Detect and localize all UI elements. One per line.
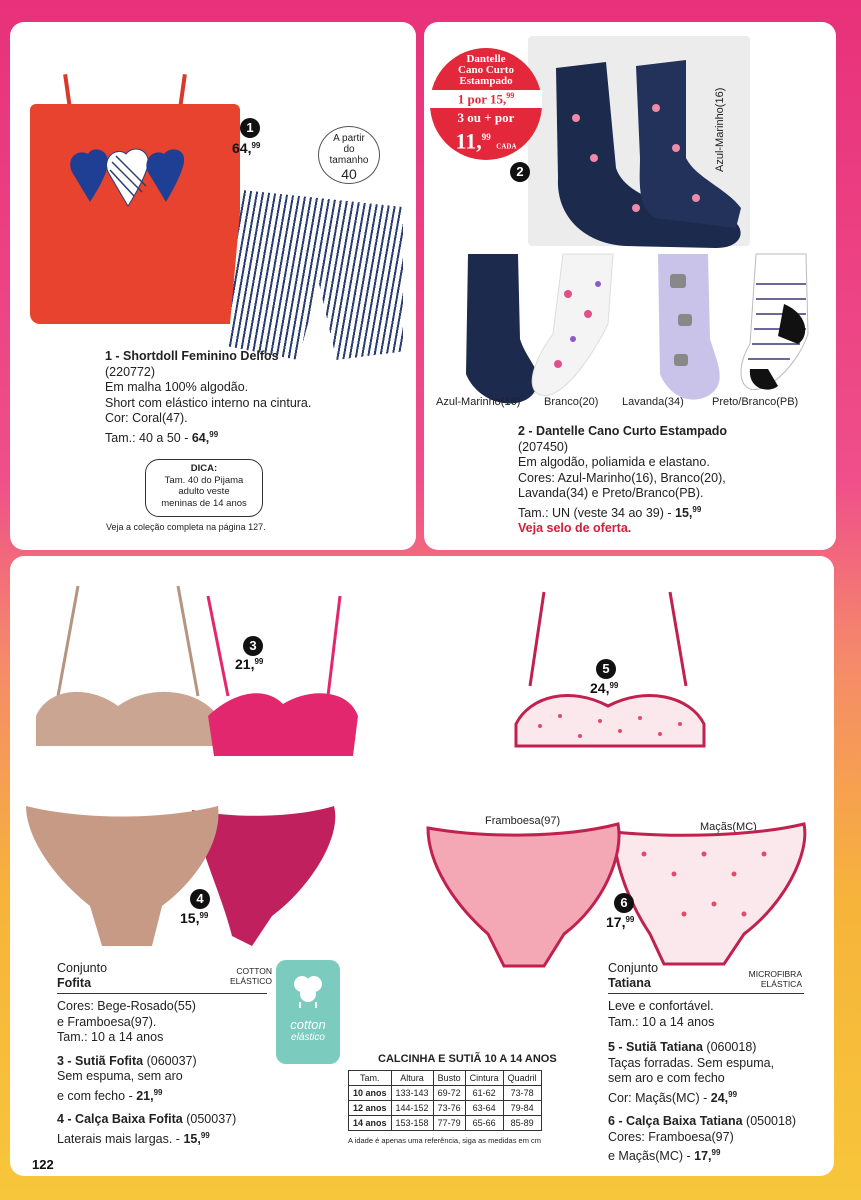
color-label: Lavanda(34): [622, 396, 684, 408]
item-number-badge: 6: [614, 893, 634, 913]
fofita-name: Fofita: [57, 976, 92, 990]
table-row: 12 anos 144-152 73-76 63-64 79-84: [349, 1101, 542, 1116]
product-description: 2 - Dantelle Cano Curto Estampado (207450) Em algodão, poliamida e elastano. Cores: Azul-Marinho(16), Branco(20), Lavanda(34) e Preto/Branco(PB). Tam.: UN (veste 34 ao 39) - 15,99 Veja selo de oferta.: [518, 424, 728, 536]
fofita-bras-image: [28, 576, 368, 766]
sock-navy: [466, 254, 538, 404]
striped-shorts-image: [228, 190, 403, 360]
shortdoll-panel: [10, 22, 416, 550]
fofita-fabric-tag: COTTON ELÁSTICO: [230, 966, 273, 986]
tank-body: [30, 104, 240, 324]
item-price: 21,99: [235, 656, 264, 672]
size-table-header: [349, 1071, 542, 1086]
color-label: Maçãs(MC): [700, 821, 757, 833]
product-description: 1 - Shortdoll Feminino Delfos (220772) Em malha 100% algodão. Short com elástico interno na cintura. Cor: Coral(47). Tam.: 40 a 50 - 64,99: [105, 349, 312, 445]
item-number-badge: 4: [190, 889, 210, 909]
table-row: 14 anos 153-158 77-79 65-66 85-89: [349, 1116, 542, 1131]
offer-seal: Dantelle Cano Curto Estampado 1 por 15,99 3 ou + por 11,99 CADA: [430, 48, 542, 160]
item-number-badge: 2: [510, 162, 530, 182]
size-table-header-cell: Cintura: [465, 1071, 503, 1086]
item-price: 24,99: [590, 680, 619, 696]
size-table-header-cell: Altura: [391, 1071, 433, 1086]
cotton-flower-icon: [288, 970, 328, 1010]
divider: [57, 993, 267, 994]
fofita-details: Cores: Bege-Rosado(55) e Framboesa(97). Tam.: 10 a 14 anos 3 - Sutiã Fofita (060037) Sem espuma, sem aro e com fecho - 21,99 4 - Calça Baixa Fofita (050037) Laterais mais largas. - 15,99: [57, 999, 237, 1146]
item-number-badge: 3: [243, 636, 263, 656]
divider: [608, 993, 804, 994]
item-price: 15,99: [180, 910, 209, 926]
item-price: 64,99: [232, 140, 261, 156]
cotton-elastico-badge: cotton elástico: [276, 960, 340, 1064]
size-table-header-cell: Quadril: [503, 1071, 541, 1086]
tatiana-panties-image: [414, 814, 814, 974]
tatiana-name: Tatiana: [608, 976, 651, 990]
color-label: Framboesa(97): [485, 815, 561, 827]
size-table-note: A idade é apenas uma referência, siga as medidas em cm: [348, 1136, 542, 1145]
item-number-badge: 1: [240, 118, 260, 138]
fofita-set-label: Conjunto: [57, 961, 108, 975]
table-row: 10 anos 133-143 69-72 61-62 73-78: [349, 1086, 542, 1101]
socks-panel: [424, 22, 836, 550]
fofita-panties-image: [22, 796, 342, 956]
side-color-label: Azul-Marinho(16): [714, 87, 726, 172]
hearts-print-icon: [68, 142, 198, 212]
color-label: Preto/Branco(PB): [712, 396, 799, 408]
size-from-badge: A partir do tamanho 40: [318, 126, 380, 184]
item-number-badge: 5: [596, 659, 616, 679]
item-price: 17,99: [606, 914, 635, 930]
color-label: Branco(20): [544, 396, 599, 408]
size-table: [348, 1070, 542, 1131]
tip-box: DICA: Tam. 40 do Pijama adulto veste meninas de 14 anos: [145, 459, 263, 517]
tatiana-details: Leve e confortável. Tam.: 10 a 14 anos 5 - Sutiã Tatiana (060018) Taças forradas. Sem espuma, sem aro e com fecho Cor: Maçãs(MC) - 24,99 6 - Calça Baixa Tatiana (050018) Cores: Framboesa(97) e Maçãs(MC) - 17,99: [608, 999, 797, 1164]
color-label: Azul-Marinho(16): [436, 396, 521, 408]
size-table-title: CALCINHA E SUTIÃ 10 A 14 ANOS: [378, 1053, 557, 1065]
sock-variants-image: [438, 244, 830, 414]
size-table-header-cell: Busto: [433, 1071, 465, 1086]
tatiana-set-label: Conjunto: [608, 961, 659, 975]
see-more-note: Veja a coleção completa na página 127.: [106, 522, 266, 532]
lingerie-panel: [10, 556, 834, 1176]
tatiana-fabric-tag: MICROFIBRA ELÁSTICA: [748, 969, 802, 989]
size-table-header-cell: Tam.: [349, 1071, 392, 1086]
page-number: 122: [32, 1157, 54, 1172]
